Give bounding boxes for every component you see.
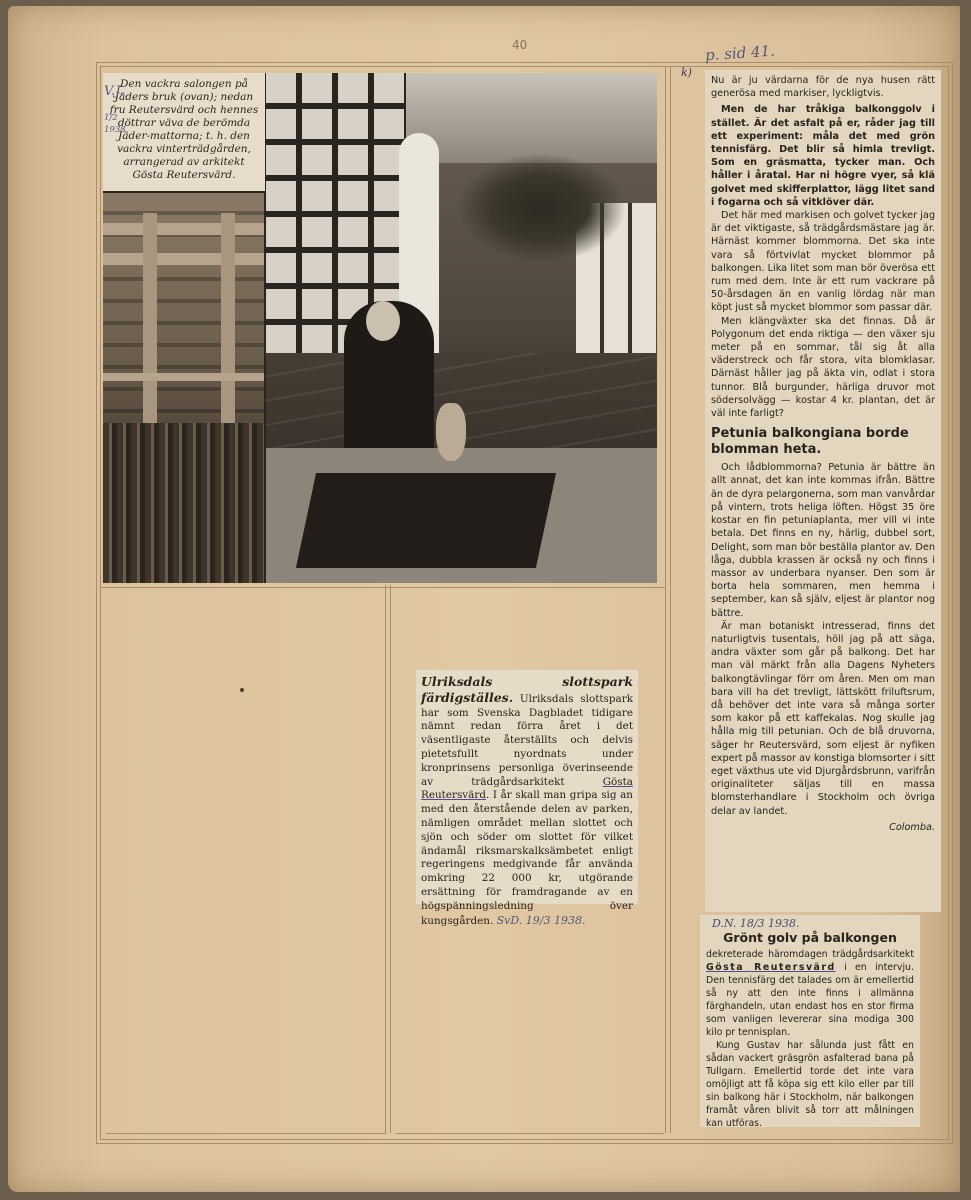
handwritten-photo-note-1: V.J.	[104, 84, 124, 99]
column-divider-2	[390, 585, 391, 1133]
ulriksdal-clipping	[416, 670, 638, 927]
article-subheading: Petunia balkongiana borde blomman heta.	[711, 426, 909, 458]
loom-weaving-photo	[103, 193, 264, 583]
handwritten-dn-date: D.N. 18/3 1938.	[712, 917, 800, 930]
dn-architect-name: Gösta Reutersvärd	[706, 962, 836, 973]
article-paragraph-2: Men klängväxter ska det finnas. Då är Polygonum det enda riktiga — den växer sju meter på en sommar, tål sig åt alla väderstreck och får stora, vita blomklasar. Därnäst håller jag på äkta vin, odlat i stora tunnor. Blå burgunder, härliga druvor mot södersolvägg — kostar 4 kr. plantan, det är väl inte farligt?	[711, 315, 935, 420]
winter-garden-photo	[266, 73, 657, 583]
page-mark-dot	[240, 688, 244, 692]
handwritten-page-note: p. sid 41.	[704, 41, 776, 65]
ulriksdal-body-2: . I år skall man gripa sig an med den återstående delen av parken, nämligen området mellan slottet och sjön och söder om slottet för vilket ändamål riksmarskalksämbetet enligt regeringens medgivande får använda omkring 22 000 kr, utgörande ersättning för framdragande av en högspänningsledning över kungsgården.	[421, 789, 633, 927]
dn-paragraph-1: dekreterade häromdagen trädgårdsarkitekt Gösta Reutersvärd i en intervju. Den tennisfärg det talades om är emellertid så ny att den inte finns i allmänna färghandeln, utan endast hos en stor firma som vanligen levererar sina modiga 300 kilo pr tennisplan.	[706, 949, 914, 1038]
article-paragraph-1: Det här med markisen och golvet tycker jag är det viktigaste, så trädgårdsmästare jag är. Härnäst kommer blommorna. Det ska inte vara så förtvivlat mycket blommor på balkongen. Lika litet som man bör överösa ett rum med dem. Inte är ett rum vackrare på 50-årsdagen än en vanlig lördag när man köpt just så mycket blommor som passar där.	[711, 210, 935, 314]
balcony-article-clipping	[705, 70, 941, 912]
article-paragraph-3: Och lådblommorna? Petunia är bättre än allt annat, det kan inte kommas ifrån. Bättre än de dyra pelargonerna, som man vanvårdar på vintern, trots heliga löften. Högst 35 öre kostar en fin petuniaplanta, mer vill vi inte betala. Det finns en ny, härlig, dubbel sort, Delight, som man bör beställa plantor av. Den låga, dubbla krassen är också ny och finns i massor av underbara nyanser. Den som är borta hela sommaren, men hemma i september, kan så själv, eljest är plantor nog bättre.	[711, 462, 935, 619]
article-intro: Nu är ju värdarna för de nya husen rätt generösa med markiser, lyckligtvis.	[711, 75, 935, 100]
ulriksdal-architect-name: Gösta Reutersvärd	[421, 775, 633, 802]
article-paragraph-4: Är man botaniskt intresserad, finns det naturligtvis tusentals, höll jag på att säga, andra växter som går på balkong. Det har man väl märkt från alla Dagens Nyheters balkongtävlingar förr om åren. Men om man bara vill ha det trevligt, lättskött friluftsrum, då behöver det inte vara så många sorter som kakor på ett kaffekalas. Nog skulle jag hålla mig till petunian. Och de blå druvorna, säger hr Reutersvärd, som eljest är nyfiken expert på massor av konstiga blomsorter i sitt eget växthus ute vid Djurgårdsbrunn, varifrån originaliteter säljas till en massa blomsterhandlare i Stockholm och övriga delar av landet.	[711, 620, 935, 817]
bottom-rule-2	[396, 1133, 664, 1134]
page-number: 40	[512, 38, 528, 52]
bottom-rule	[106, 1133, 386, 1134]
ulriksdal-headline: Ulriksdals slottspark färdigställes.	[421, 674, 633, 705]
article-signature: Colomba.	[889, 821, 935, 833]
handwritten-photo-note-2: 1/2 1938	[104, 113, 126, 135]
row-divider	[100, 587, 666, 588]
dn-clipping	[700, 915, 920, 1127]
article-bold-paragraph: Men de har tråkiga balkonggolv i stället. Är det asfalt på er, råder jag till ett experiment: måla det med grön tennisfärg. Det blir så himla trevligt. Som en gräsmatta, tycker man. Och håller i åratal. Har ni högre vyer, så klä golvet med skifferplattor, lägg litet sand i fogarna och så vitklöver där.	[711, 104, 935, 208]
handwritten-margin-mark: k)	[681, 66, 692, 79]
column-divider-4	[670, 66, 671, 1133]
handwritten-svd-date: SvD. 19/3 1938.	[496, 913, 586, 927]
column-divider-1	[385, 585, 386, 1133]
column-divider-3	[665, 66, 666, 1133]
ulriksdal-body-1: Ulriksdals slottspark har som Svenska Dagbladet tidigare nämnt redan förra året i det väsentligaste återställts och delvis pietetsfullt nyordnats under kronprinsens personliga överinseende av trädgårdsarkitekt	[421, 692, 633, 788]
dn-clipping-title: Grönt golv på balkongen	[723, 930, 897, 945]
dn-paragraph-2: Kung Gustav har sålunda just fått en sådan vackert gräsgrön asfalterad bana på Tullgarn. Emellertid torde det inte vara omöjligt att få köpa sig ett kilo eller par till sin balkong här i Stockholm, när balkongen framåt våren blivit så torr att målningen kan utföras.	[706, 1040, 914, 1129]
photo-caption: Den vackra salongen på Jäders bruk (ovan); nedan fru Reutersvärd och hennes döttrar väva de berömda Jäder-mattorna; t. h. den vackra vinterträdgården, arrangerad av arkitekt Gösta Reutersvärd.	[103, 73, 265, 191]
